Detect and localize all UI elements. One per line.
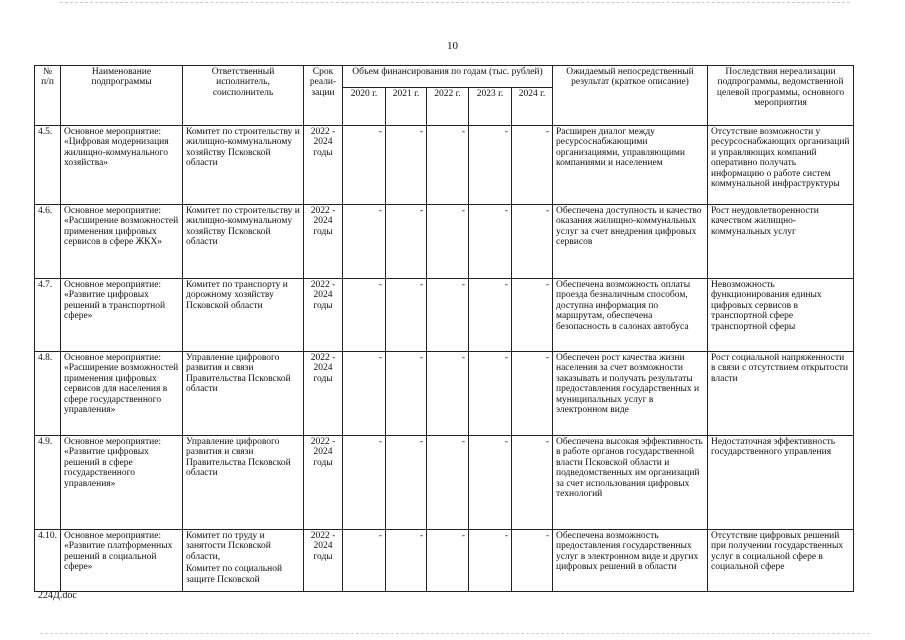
header-num: № п/п: [35, 66, 61, 126]
row-executor: Комитет по транспорту и дорожному хозяйству Псковской области: [183, 279, 304, 352]
row-name: Основное мероприятие: «Развитие цифровых решений в транспортной сфере»: [61, 279, 183, 352]
row-fin-2021: -: [386, 279, 427, 352]
table-row: [35, 436, 854, 530]
row-fin-2020: -: [343, 126, 386, 205]
row-name: Основное мероприятие: «Развитие платформенных решений в социальной сфере»: [61, 530, 183, 592]
row-consequence: Невозможность функционирования единых цифровых сервисов в транспортной сфере транспортной сферы: [708, 279, 854, 352]
header-term: Срок реали- зации: [304, 66, 343, 126]
row-fin-2022: -: [427, 530, 469, 592]
row-consequence: Рост социальной напряженности в связи с отсутствием открытости власти: [708, 352, 854, 436]
row-executor: Комитет по строительству и жилищно-коммунальному хозяйству Псковской области: [183, 126, 304, 205]
table-row: [35, 530, 854, 592]
row-term: 2022 - 2024 годы: [304, 436, 343, 530]
row-fin-2023: -: [469, 530, 512, 592]
row-number: 4.6.: [35, 205, 61, 279]
row-consequence: Рост неудовлетворенности качеством жилищно-коммунальных услуг: [708, 205, 854, 279]
row-fin-2021: -: [386, 352, 427, 436]
row-number: 4.5.: [35, 126, 61, 205]
row-fin-2023: -: [469, 205, 512, 279]
row-fin-2024: -: [512, 279, 553, 352]
scan-artifact-bottom: [40, 633, 870, 635]
row-term: 2022 - 2024 годы: [304, 126, 343, 205]
table-row: [35, 205, 854, 279]
header-financing: Объем финансирования по годам (тыс. рублей): [343, 66, 553, 88]
row-name: Основное мероприятие: «Расширение возможностей применения цифровых сервисов в сфере ЖКХ»: [61, 205, 183, 279]
row-fin-2021: -: [386, 530, 427, 592]
row-number: 4.7.: [35, 279, 61, 352]
header-year: 2022 г.: [427, 88, 469, 126]
program-table: [34, 65, 854, 592]
row-result: Обеспечена возможность оплаты проезда безналичным способом, доступна информация по маршрутам, обеспечена безопасность в салонах автобуса: [553, 279, 708, 352]
row-fin-2023: -: [469, 279, 512, 352]
header-year: 2020 г.: [343, 88, 386, 126]
row-fin-2024: -: [512, 352, 553, 436]
row-fin-2023: -: [469, 436, 512, 530]
row-result: Обеспечена доступность и качество оказания жилищно-коммунальных услуг за счет внедрения цифровых сервисов: [553, 205, 708, 279]
row-fin-2024: -: [512, 205, 553, 279]
row-fin-2022: -: [427, 352, 469, 436]
row-consequence: Недостаточная эффективность государственного управления: [708, 436, 854, 530]
row-term: 2022 - 2024 годы: [304, 205, 343, 279]
row-fin-2020: -: [343, 352, 386, 436]
row-fin-2020: -: [343, 436, 386, 530]
row-result: Обеспечена высокая эффективность в работе органов государственной власти Псковской области и подведомственных им организаций за счет использования цифровых технологий: [553, 436, 708, 530]
row-number: 4.10.: [35, 530, 61, 592]
header-result: Ожидаемый непосредственный результат (краткое описание): [553, 66, 708, 126]
row-term: 2022 - 2024 годы: [304, 530, 343, 592]
row-fin-2021: -: [386, 126, 427, 205]
row-term: 2022 - 2024 годы: [304, 279, 343, 352]
row-fin-2020: -: [343, 205, 386, 279]
table-row: [35, 126, 854, 205]
row-name: Основное мероприятие: «Расширение возможностей применения цифровых сервисов для населения в сфере государственного управления»: [61, 352, 183, 436]
row-result: Обеспечен рост качества жизни населения за счет возможности заказывать и получать результаты предоставления государственных и муниципальных услуг в электронном виде: [553, 352, 708, 436]
row-term: 2022 - 2024 годы: [304, 352, 343, 436]
row-fin-2020: -: [343, 530, 386, 592]
row-fin-2021: -: [386, 205, 427, 279]
page-number: 10: [447, 40, 458, 52]
header-year: 2024 г.: [512, 88, 553, 126]
table-row: [35, 279, 854, 352]
row-executor: [183, 530, 304, 592]
row-consequence: Отсутствие возможности у ресурсоснабжающих организаций и управляющих компаний оперативно получать информацию о работе систем коммунальной инфраструктуры: [708, 126, 854, 205]
row-executor: Управление цифрового развития и связи Правительства Псковской области: [183, 436, 304, 530]
row-number: 4.9.: [35, 436, 61, 530]
row-name: Основное мероприятие: «Цифровая модернизация жилищно-коммунального хозяйства»: [61, 126, 183, 205]
scan-artifact-top: [60, 2, 850, 4]
header-year: 2023 г.: [469, 88, 512, 126]
row-fin-2020: -: [343, 279, 386, 352]
row-name: Основное мероприятие: «Развитие цифровых решений в сфере государственного управления»: [61, 436, 183, 530]
row-fin-2024: -: [512, 126, 553, 205]
row-fin-2023: -: [469, 352, 512, 436]
footer-filename: 224Д.doc: [38, 590, 77, 601]
row-executor: Комитет по строительству и жилищно-коммунальному хозяйству Псковской области: [183, 205, 304, 279]
row-executor: Управление цифрового развития и связи Правительства Псковской области: [183, 352, 304, 436]
header-exec: Ответственный исполнитель, соисполнитель: [183, 66, 304, 126]
row-executor-line: Комитет по труду и занятости Псковской области,: [186, 531, 271, 562]
row-result: Обеспечена возможность предоставления государственных услуг в электронном виде и других цифровых решений в области: [553, 530, 708, 592]
row-fin-2021: -: [386, 436, 427, 530]
row-fin-2024: -: [512, 436, 553, 530]
row-number: 4.8.: [35, 352, 61, 436]
row-fin-2022: -: [427, 205, 469, 279]
header-consequence: Последствия нереализации подпрограммы, ведомственной целевой программы, основного мероприятия: [708, 66, 854, 126]
header-row: [35, 66, 854, 88]
header-name: Наименование подпрограммы: [61, 66, 183, 126]
row-consequence: Отсутствие цифровых решений при получении государственных услуг в социальной сфере в социальной сфере: [708, 530, 854, 592]
row-fin-2022: -: [427, 279, 469, 352]
row-fin-2022: -: [427, 436, 469, 530]
row-fin-2024: -: [512, 530, 553, 592]
row-executor-line: Комитет по социальной защите Псковской: [186, 564, 283, 585]
header-year: 2021 г.: [386, 88, 427, 126]
row-fin-2022: -: [427, 126, 469, 205]
row-fin-2023: -: [469, 126, 512, 205]
table-row: [35, 352, 854, 436]
row-result: Расширен диалог между ресурсоснабжающими организациями, управляющими компаниями и населением: [553, 126, 708, 205]
